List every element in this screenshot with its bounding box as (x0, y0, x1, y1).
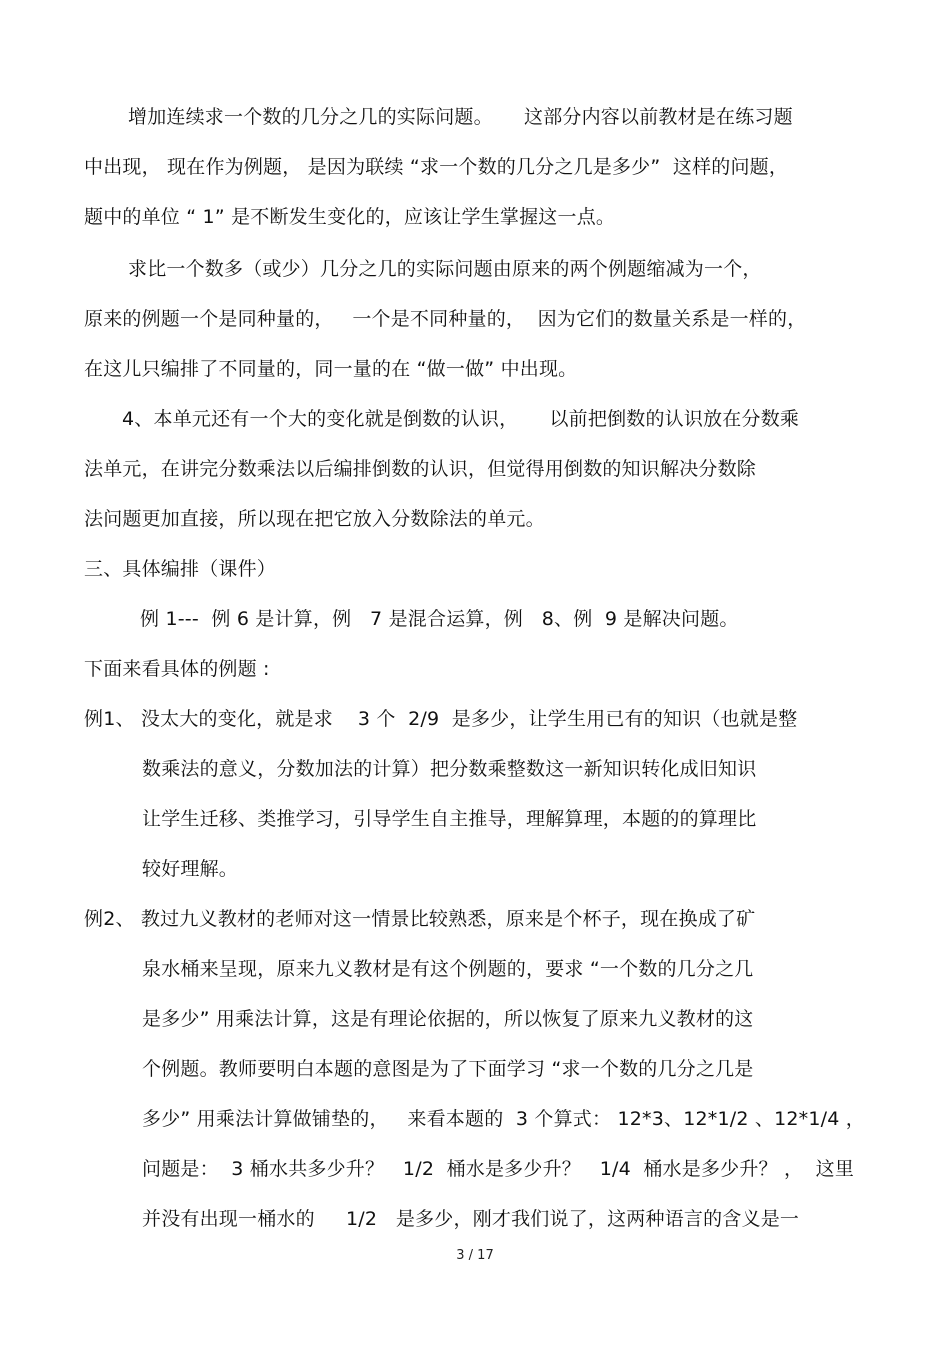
paragraph-3-line-3: 法问题更加直接，所以现在把它放入分数除法的单元。 (84, 508, 545, 530)
example-1-line-3: 让学生迁移、类推学习，引导学生自主推导，理解算理，本题的的算理比 (142, 808, 757, 830)
paragraph-2-line-3: 在这儿只编排了不同量的，同一量的在 “做一做” 中出现。 (84, 358, 578, 380)
example-1-line-4: 较好理解。 (142, 858, 239, 880)
paragraph-1-line-2: 中出现， 现在作为例题， 是因为联续 “求一个数的几分之几是多少” 这样的问题， (84, 156, 789, 178)
example-2-line-2: 泉水桶来呈现，原来九义教材是有这个例题的，要求 “一个数的几分之几 (142, 958, 754, 980)
section-heading: 三、具体编排（课件） (84, 558, 277, 580)
paragraph-2-line-2: 原来的例题一个是同种量的， 一个是不同种量的， 因为它们的数量关系是一样的， (84, 308, 807, 330)
example-2-line-7: 并没有出现一桶水的 1/2 是多少，刚才我们说了，这两种语言的含义是一 (142, 1208, 800, 1230)
paragraph-2-line-1: 求比一个数多（或少）几分之几的实际问题由原来的两个例题缩减为一个， (128, 258, 762, 280)
example-1-line-1: 例1、 没太大的变化，就是求 3 个 2/9 是多少，让学生用已有的知识（也就是整 (84, 708, 798, 730)
paragraph-1-line-3: 题中的单位 “ 1” 是不断发生变化的，应该让学生掌握这一点。 (84, 206, 616, 228)
example-2-line-4: 个例题。教师要明白本题的意图是为了下面学习 “求一个数的几分之几是 (142, 1058, 754, 1080)
example-2-line-6: 问题是： 3 桶水共多少升？ 1/2 桶水是多少升？ 1/4 桶水是多少升？ ， 这里 (142, 1158, 855, 1180)
examples-lead: 下面来看具体的例题 : (84, 658, 270, 680)
example-1-line-2: 数乘法的意义，分数加法的计算）把分数乘整数这一新知识转化成旧知识 (142, 758, 757, 780)
example-2-line-3: 是多少” 用乘法计算，这是有理论依据的，所以恢复了原来九义教材的这 (142, 1008, 754, 1030)
page-number: 3 / 17 (456, 1248, 494, 1263)
paragraph-3-line-1: 4、本单元还有一个大的变化就是倒数的认识， 以前把倒数的认识放在分数乘 (122, 408, 800, 430)
paragraph-1-line-1: 增加连续求一个数的几分之几的实际问题。 这部分内容以前教材是在练习题 (128, 106, 793, 128)
paragraph-3-line-2: 法单元，在讲完分数乘法以后编排倒数的认识，但觉得用倒数的知识解决分数除 (84, 458, 757, 480)
examples-overview: 例 1--- 例 6 是计算，例 7 是混合运算，例 8、例 9 是解决问题。 (140, 608, 739, 630)
example-2-line-5: 多少” 用乘法计算做铺垫的， 来看本题的 3 个算式： 12*3、12*1/2 、12*1/4 ， (142, 1108, 866, 1130)
example-2-line-1: 例2、 教过九义教材的老师对这一情景比较熟悉，原来是个杯子，现在换成了矿 (84, 908, 756, 930)
